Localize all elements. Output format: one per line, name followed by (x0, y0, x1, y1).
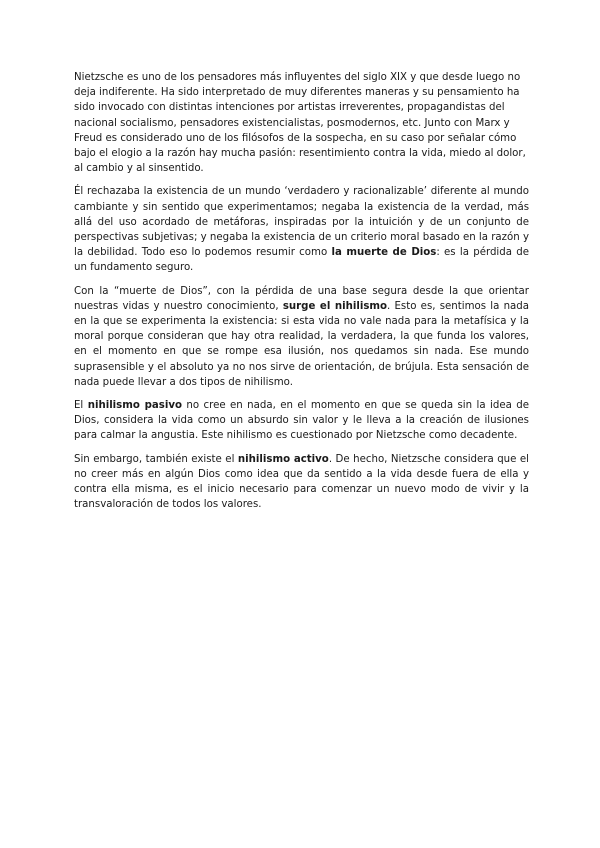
paragraph-text: Él rechazaba la existencia de un mundo ‘verdadero y racionalizable’ diferente al mundo cambiante y sin sentido que experimentamos; negaba la existencia de la verdad, más allá del uso acordado de metáforas, inspiradas por la intuición y de un conjunto de perspectivas subjetivas; y negaba la existencia de un criterio moral basado en la razón y la debilidad. Todo eso lo podemos resumir como (74, 186, 529, 259)
bold-term: surge el nihilismo (282, 300, 388, 312)
document-page (74, 70, 529, 520)
paragraph-text: : es la pérdida de un fundamento seguro. (74, 247, 529, 274)
paragraph-text: El (74, 400, 88, 412)
paragraph-3 (74, 284, 529, 390)
paragraph-text: no cree en nada, en el momento en que se queda sin la idea de Dios, considera la vida como un absurdo sin valor y le lleva a la creación de ilusiones para calmar la angustia. Este nihilismo es cuestionado por Nietzsche como decadente. (74, 400, 529, 442)
paragraph-1 (74, 70, 529, 176)
paragraph-text: Sin embargo, también existe el (74, 453, 238, 465)
paragraph-2 (74, 184, 529, 275)
bold-term: nihilismo pasivo (87, 400, 182, 412)
paragraph-text: . Esto es, sentimos la nada en la que se experimenta la existencia: si esta vida no vale nada para la metafísica y la moral porque consideran que hay otra realidad, la verdadera, la que funda los valores, en el momento en que se rompe esa ilusión, nos quedamos sin nada. Ese mundo suprasensible y el absoluto ya no nos sirve de orientación, de brújula. Esta sensación de nada puede llevar a dos tipos de nihilismo. (74, 300, 529, 388)
bold-term: la muerte de Dios (331, 247, 437, 259)
paragraph-5 (74, 452, 529, 513)
paragraph-text: Nietzsche es uno de los pensadores más influyentes del siglo XIX y que desde luego no deja indiferente. Ha sido interpretado de muy diferentes maneras y su pensamiento ha sido invocado con distintas intenciones por artistas irreverentes, propagandistas del nacional socialismo, pensadores existencialistas, posmodernos, etc. Junto con Marx y Freud es considerado uno de los filósofos de la sospecha, en su caso por señalar cómo bajo el elogio a la razón hay mucha pasión: resentimiento contra la vida, miedo al dolor, al cambio y al sinsentido. (74, 72, 526, 175)
paragraph-4 (74, 398, 529, 444)
bold-term: nihilismo activo (237, 453, 329, 465)
paragraph-text: . De hecho, Nietzsche considera que el no creer más en algún Dios como idea que da sentido a la vida desde fuera de ella y contra ella misma, es el inicio necesario para comenzar un nuevo modo de vivir y la transvaloración de todos los valores. (74, 453, 530, 511)
paragraph-text: Con la “muerte de Dios”, con la pérdida de una base segura desde la que orientar nuestras vidas y nuestro conocimiento, (74, 285, 529, 312)
